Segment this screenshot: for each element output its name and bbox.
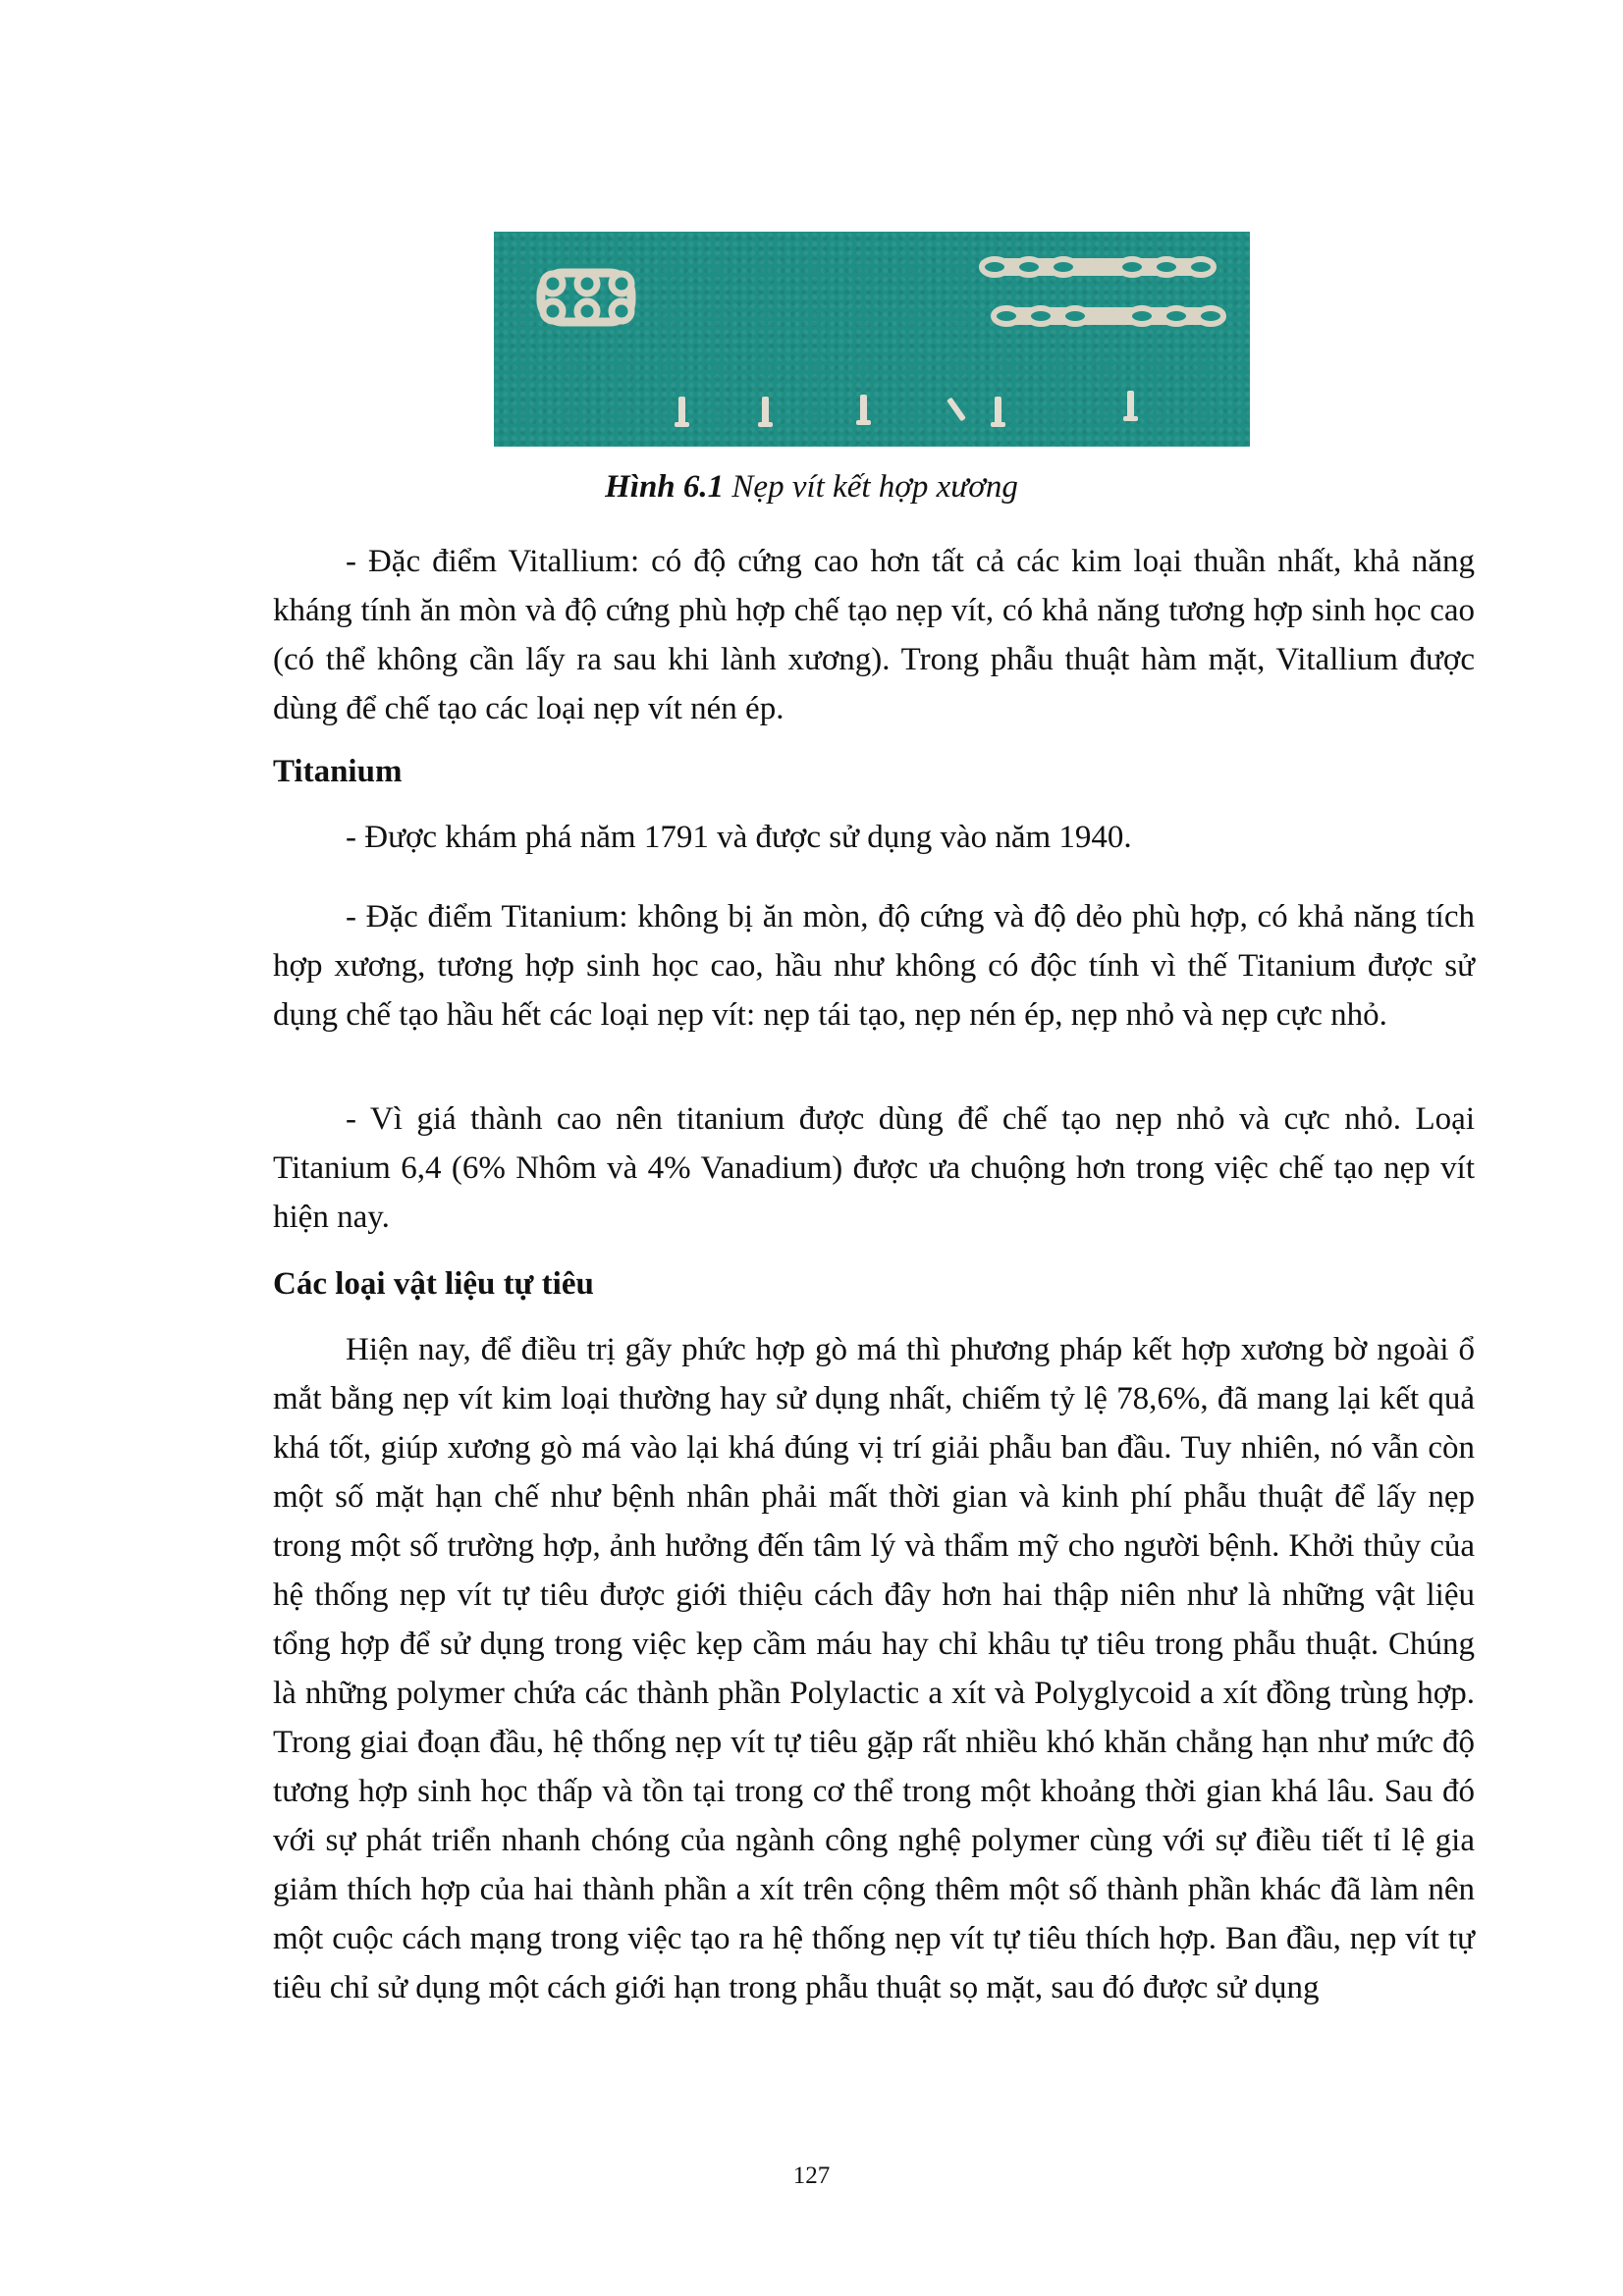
straight-plate-top bbox=[982, 259, 1214, 275]
screws bbox=[675, 391, 1138, 427]
heading-titanium: Titanium bbox=[273, 754, 403, 789]
paragraph-resorbable: Hiện nay, để điều trị gãy phức hợp gò má thì phương pháp kết hợp xương bờ ngoài ổ mắt bằng nẹp vít kim loại thường hay sử dụng nhất, chiếm tỷ lệ 78,6%, đã mang lại kết quả khá tốt, giúp xương gò má vào lại khá đúng vị trí giải phẫu ban đầu. Tuy nhiên, nó vẫn còn một số mặt hạn chế như bệnh nhân phải mất thời gian và kinh phí phẫu thuật để lấy nẹp trong một số trường hợp, ảnh hưởng đến tâm lý và thẩm mỹ cho người bệnh. Khởi thủy của hệ thống nẹp vít tự tiêu được giới thiệu cách đây hơn hai thập niên như là những vật liệu tổng hợp để sử dụng trong việc kẹp cầm máu hay chỉ khâu tự tiêu trong phẫu thuật. Chúng là những polymer chứa các thành phần Polylactic a xít và Polyglycoid a xít đồng trùng hợp. Trong giai đoạn đầu, hệ thống nẹp vít tự tiêu gặp rất nhiều khó khăn chẳng hạn như mức độ tương hợp sinh học thấp và tồn tại trong cơ thể trong một khoảng thời gian khá lâu. Sau đó với sự phát triển nhanh chóng của ngành công nghệ polymer cùng với sự điều tiết tỉ lệ gia giảm thích hợp của hai thành phần a xít trên cộng thêm một số thành phần khác đã làm nên một cuộc cách mạng trong việc tạo ra hệ thống nẹp vít tự tiêu thích hợp. Ban đầu, nẹp vít tự tiêu chỉ sử dụng một cách giới hạn trong phẫu thuật sọ mặt, sau đó được sử dụng bbox=[273, 1332, 1475, 2005]
paragraph-titanium-cost: - Vì giá thành cao nên titanium được dùng để chế tạo nẹp nhỏ và cực nhỏ. Loại Titanium 6,4 (6% Nhôm và 4% Vanadium) được ưa chuộng hơn trong việc chế tạo nẹp vít hiện nay. bbox=[273, 1101, 1475, 1235]
figure-caption-text: Nẹp vít kết hợp xương bbox=[724, 469, 1018, 505]
page-number: 127 bbox=[792, 2163, 831, 2189]
paragraph-vitallium: - Đặc điểm Vitallium: có độ cứng cao hơn tất cả các kim loại thuần nhất, khả năng kháng tính ăn mòn và độ cứng phù hợp chế tạo nẹp vít, có khả năng tương hợp sinh học cao (có thể không cần lấy ra sau khi lành xương). Trong phẫu thuật hàm mặt, Vitallium được dùng để chế tạo các loại nẹp vít nén ép. bbox=[273, 544, 1475, 726]
figure-caption bbox=[0, 469, 1623, 506]
figure-caption-label: Hình 6.1 bbox=[605, 469, 725, 505]
paragraph-titanium-discovery: - Được khám phá năm 1791 và được sử dụng vào năm 1940. bbox=[346, 820, 1132, 855]
figure-photo-bone-plates bbox=[494, 232, 1250, 447]
plates-and-screws-illustration bbox=[494, 232, 1250, 447]
heading-resorbable-materials: Các loại vật liệu tự tiêu bbox=[273, 1266, 594, 1302]
paragraph-titanium-properties: - Đặc điểm Titanium: không bị ăn mòn, độ cứng và độ dẻo phù hợp, có khả năng tích hợp xương, tương hợp sinh học cao, hầu như không có độc tính vì thế Titanium được sử dụng chế tạo hầu hết các loại nẹp vít: nẹp tái tạo, nẹp nén ép, nẹp nhỏ và nẹp cực nhỏ. bbox=[273, 899, 1475, 1033]
straight-plate-bottom bbox=[994, 308, 1223, 324]
